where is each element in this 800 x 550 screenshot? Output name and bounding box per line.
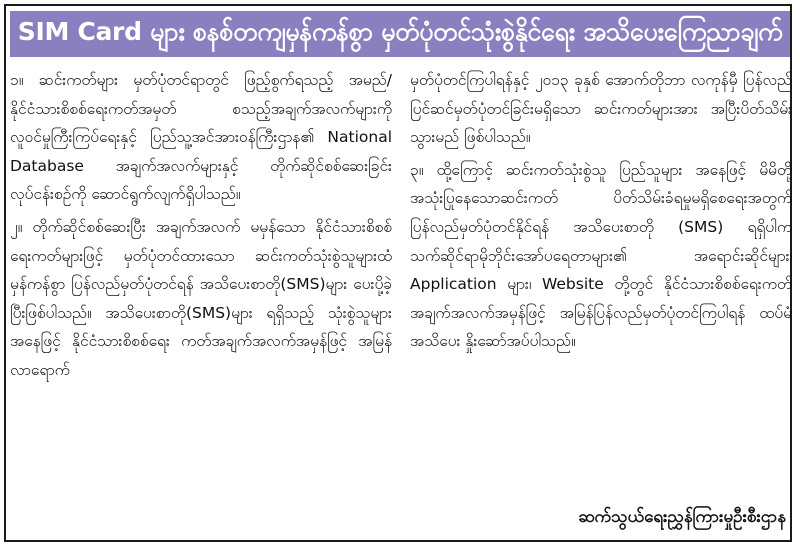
paragraph-3: ၃။ ထို့ကြောင့် ဆင်းကတ်သုံးစွဲသူ ပြည်သူများ အနေဖြင့် မိမိတို့အသုံးပြုနေသောဆင်းကတ် ပိတ်သိမ်းခံရမှုမရှိစေရေးအတွက် ပြန်လည်မှတ်ပုံတင်နိုင်ရန် အသိပေးစာတို (SMS) ရရှိပါက သက်ဆိုင်ရာမိုဘိုင်းအော်ပရေတာများ၏ အရောင်းဆိုင်များ၊ Application များ၊ Website တို့တွင် နိုင်ငံသားစိစစ်ရေးကတ် အချက်အလက်အမှန်ဖြင့် အမြန်ပြန်လည်မှတ်ပုံတင်ကြပါရန် ထပ်မံအသိပေး နှိုးဆော်အပ်ပါသည်။ <box>410 160 792 351</box>
paragraph-2: ၂။ တိုက်ဆိုင်စစ်ဆေးပြီး အချက်အလက် မမှန်သော နိုင်ငံသားစိစစ်ရေးကတ်များဖြင့် မှတ်ပုံတင်ထားသော ဆင်းကတ်သုံးစွဲသူများထံ မှန်ကန်စွာ ပြန်လည်မှတ်ပုံတင်ရန် အသိပေးစာတို(SMS)များ ပေးပို့ခဲ့ပြီးဖြစ်ပါသည်။ အသိပေးစာတို(SMS)များ ရရှိသည့် သုံးစွဲသူများအနေဖြင့် နိုင်ငံသားစိစစ်ရေး ကတ်အချက်အလက်အမှန်ဖြင့် အမြန်လာရောက် <box>10 217 392 379</box>
notice-header <box>10 11 790 57</box>
issuer-signature: ဆက်သွယ်ရေးညွှန်ကြားမှုဦးစီးဌာန <box>578 507 786 527</box>
right-column <box>410 66 792 356</box>
paragraph-2-continued: မှတ်ပုံတင်ကြပါရန်နှင့် ၂၀၁၃ ခုနှစ် အောက်တိုဘာ လကုန်မှီ ပြန်လည်ပြင်ဆင်မှတ်ပုံတင်ခြင်းမရှိသော ဆင်းကတ်များအား အပြီးပိတ်သိမ်းသွားမည် ဖြစ်ပါသည်။ <box>410 71 792 147</box>
paragraph-1: ၁။ ဆင်းကတ်များ မှတ်ပုံတင်ရာတွင် ဖြည့်စွက်ရသည့် အမည်/နိုင်ငံသားစိစစ်ရေးကတ်အမှတ် စသည့်အချက်အလက်များကို လူဝင်မှုကြီးကြပ်ရေးနှင့် ပြည်သူ့အင်အားဝန်ကြီးဌာန၏ National Database အချက်အလက်များနှင့် တိုက်ဆိုင်စစ်ဆေးခြင်း လုပ်ငန်းစဉ်ကို ဆောင်ရွက်လျက်ရှိပါသည်။ <box>10 71 392 204</box>
notice-title: SIM Card များ စနစ်တကျမှန်ကန်စွာ မှတ်ပုံတင်သုံးစွဲနိုင်ရေး အသိပေးကြေညာချက် <box>17 16 783 46</box>
left-column <box>10 66 392 385</box>
